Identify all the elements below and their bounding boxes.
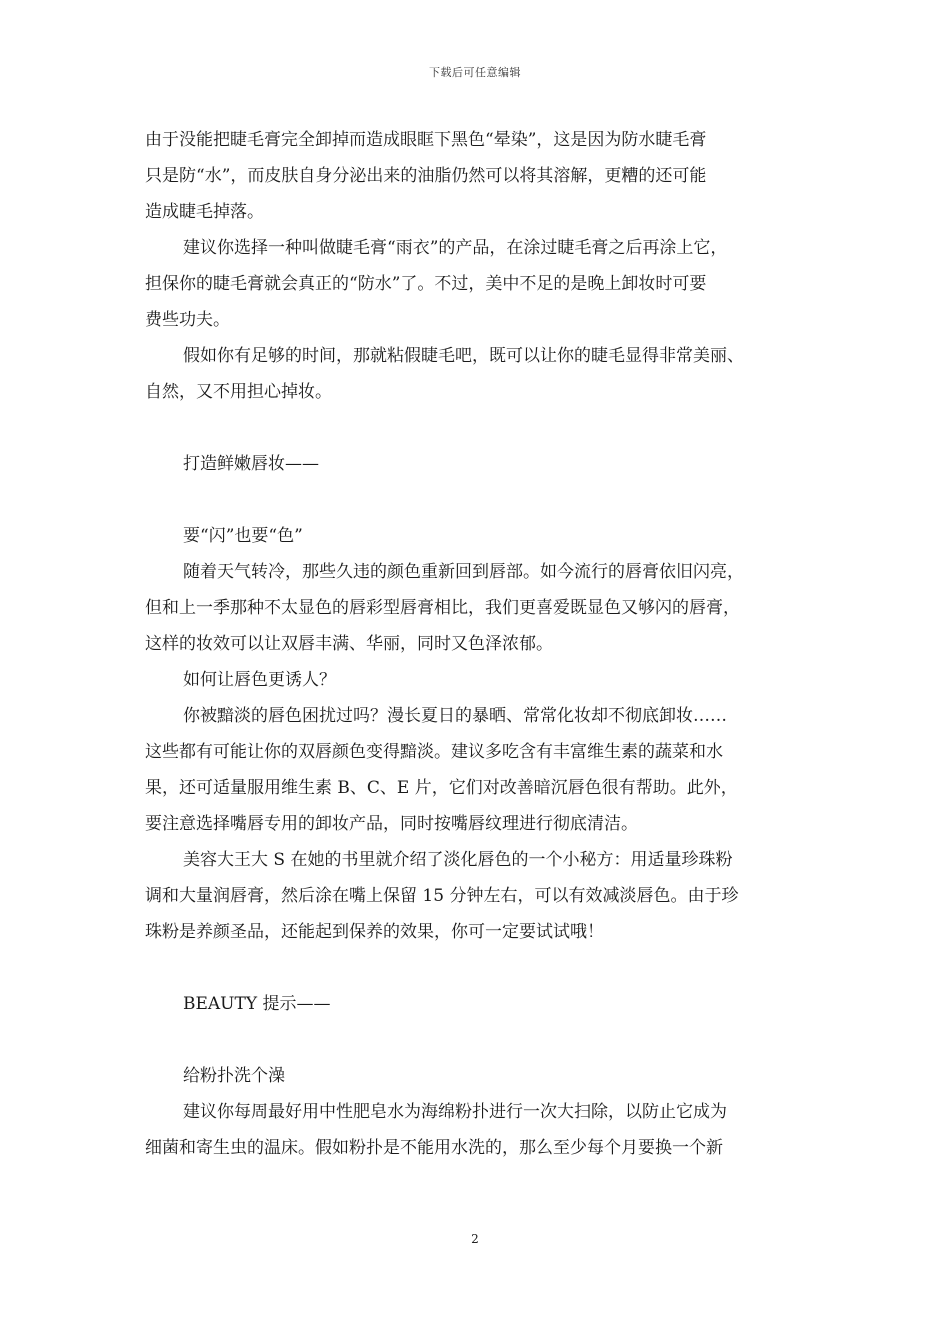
body-line: 费些功夫。: [145, 310, 230, 330]
blank-line: [145, 950, 813, 986]
subheading: 如何让唇色更诱人？: [183, 670, 336, 690]
blank-line: [145, 482, 813, 518]
subheading: 给粉扑洗个澡: [183, 1066, 285, 1086]
body-line: 假如你有足够的时间，那就粘假睫毛吧，既可以让你的睫毛显得非常美丽、: [183, 346, 744, 366]
body-line: 但和上一季那种不太显色的唇彩型唇膏相比，我们更喜爱既显色又够闪的唇膏，: [145, 598, 740, 618]
body-line: 你被黯淡的唇色困扰过吗？漫长夏日的暴晒、常常化妆却不彻底卸妆……: [183, 706, 727, 726]
blank-line: [145, 1022, 813, 1058]
body-line: 果，还可适量服用维生素 B、C、E 片，它们对改善暗沉唇色很有帮助。此外，: [145, 778, 738, 798]
body-line: 这样的妆效可以让双唇丰满、华丽，同时又色泽浓郁。: [145, 634, 553, 654]
body-line: 自然，又不用担心掉妆。: [145, 382, 332, 402]
body-line: 担保你的睫毛膏就会真正的“防水”了。不过，美中不足的是晚上卸妆时可要: [145, 274, 707, 294]
subheading: 要“闪”也要“色”: [183, 526, 303, 546]
body-line: 建议你每周最好用中性肥皂水为海绵粉扑进行一次大扫除，以防止它成为: [183, 1102, 727, 1122]
body-line: 要注意选择嘴唇专用的卸妆产品，同时按嘴唇纹理进行彻底清洁。: [145, 814, 638, 834]
body-line: 这些都有可能让你的双唇颜色变得黯淡。建议多吃含有丰富维生素的蔬菜和水: [145, 742, 723, 762]
body-line: 造成睫毛掉落。: [145, 202, 264, 222]
section-heading: BEAUTY 提示——: [183, 994, 331, 1014]
body-line: 由于没能把睫毛膏完全卸掉而造成眼眶下黑色“晕染”，这是因为防水睫毛膏: [145, 130, 707, 150]
body-line: 细菌和寄生虫的温床。假如粉扑是不能用水洗的，那么至少每个月要换一个新: [145, 1138, 723, 1158]
body-line: 随着天气转冷，那些久违的颜色重新回到唇部。如今流行的唇膏依旧闪亮，: [183, 562, 744, 582]
body-line: 建议你选择一种叫做睫毛膏“雨衣”的产品，在涂过睫毛膏之后再涂上它，: [183, 238, 728, 258]
page-number: 2: [471, 1232, 479, 1246]
document-body: [145, 122, 813, 1166]
section-heading: 打造鲜嫩唇妆——: [183, 454, 319, 474]
body-line: 调和大量润唇膏，然后涂在嘴上保留 15 分钟左右，可以有效减淡唇色。由于珍: [145, 886, 739, 906]
body-line: 只是防“水”，而皮肤自身分泌出来的油脂仍然可以将其溶解，更糟的还可能: [145, 166, 707, 186]
body-line: 美容大王大 S 在她的书里就介绍了淡化唇色的一个小秘方：用适量珍珠粉: [183, 850, 733, 870]
blank-line: [145, 410, 813, 446]
header-note: 下载后可任意编辑: [429, 66, 521, 79]
body-line: 珠粉是养颜圣品，还能起到保养的效果，你可一定要试试哦！: [145, 922, 604, 942]
